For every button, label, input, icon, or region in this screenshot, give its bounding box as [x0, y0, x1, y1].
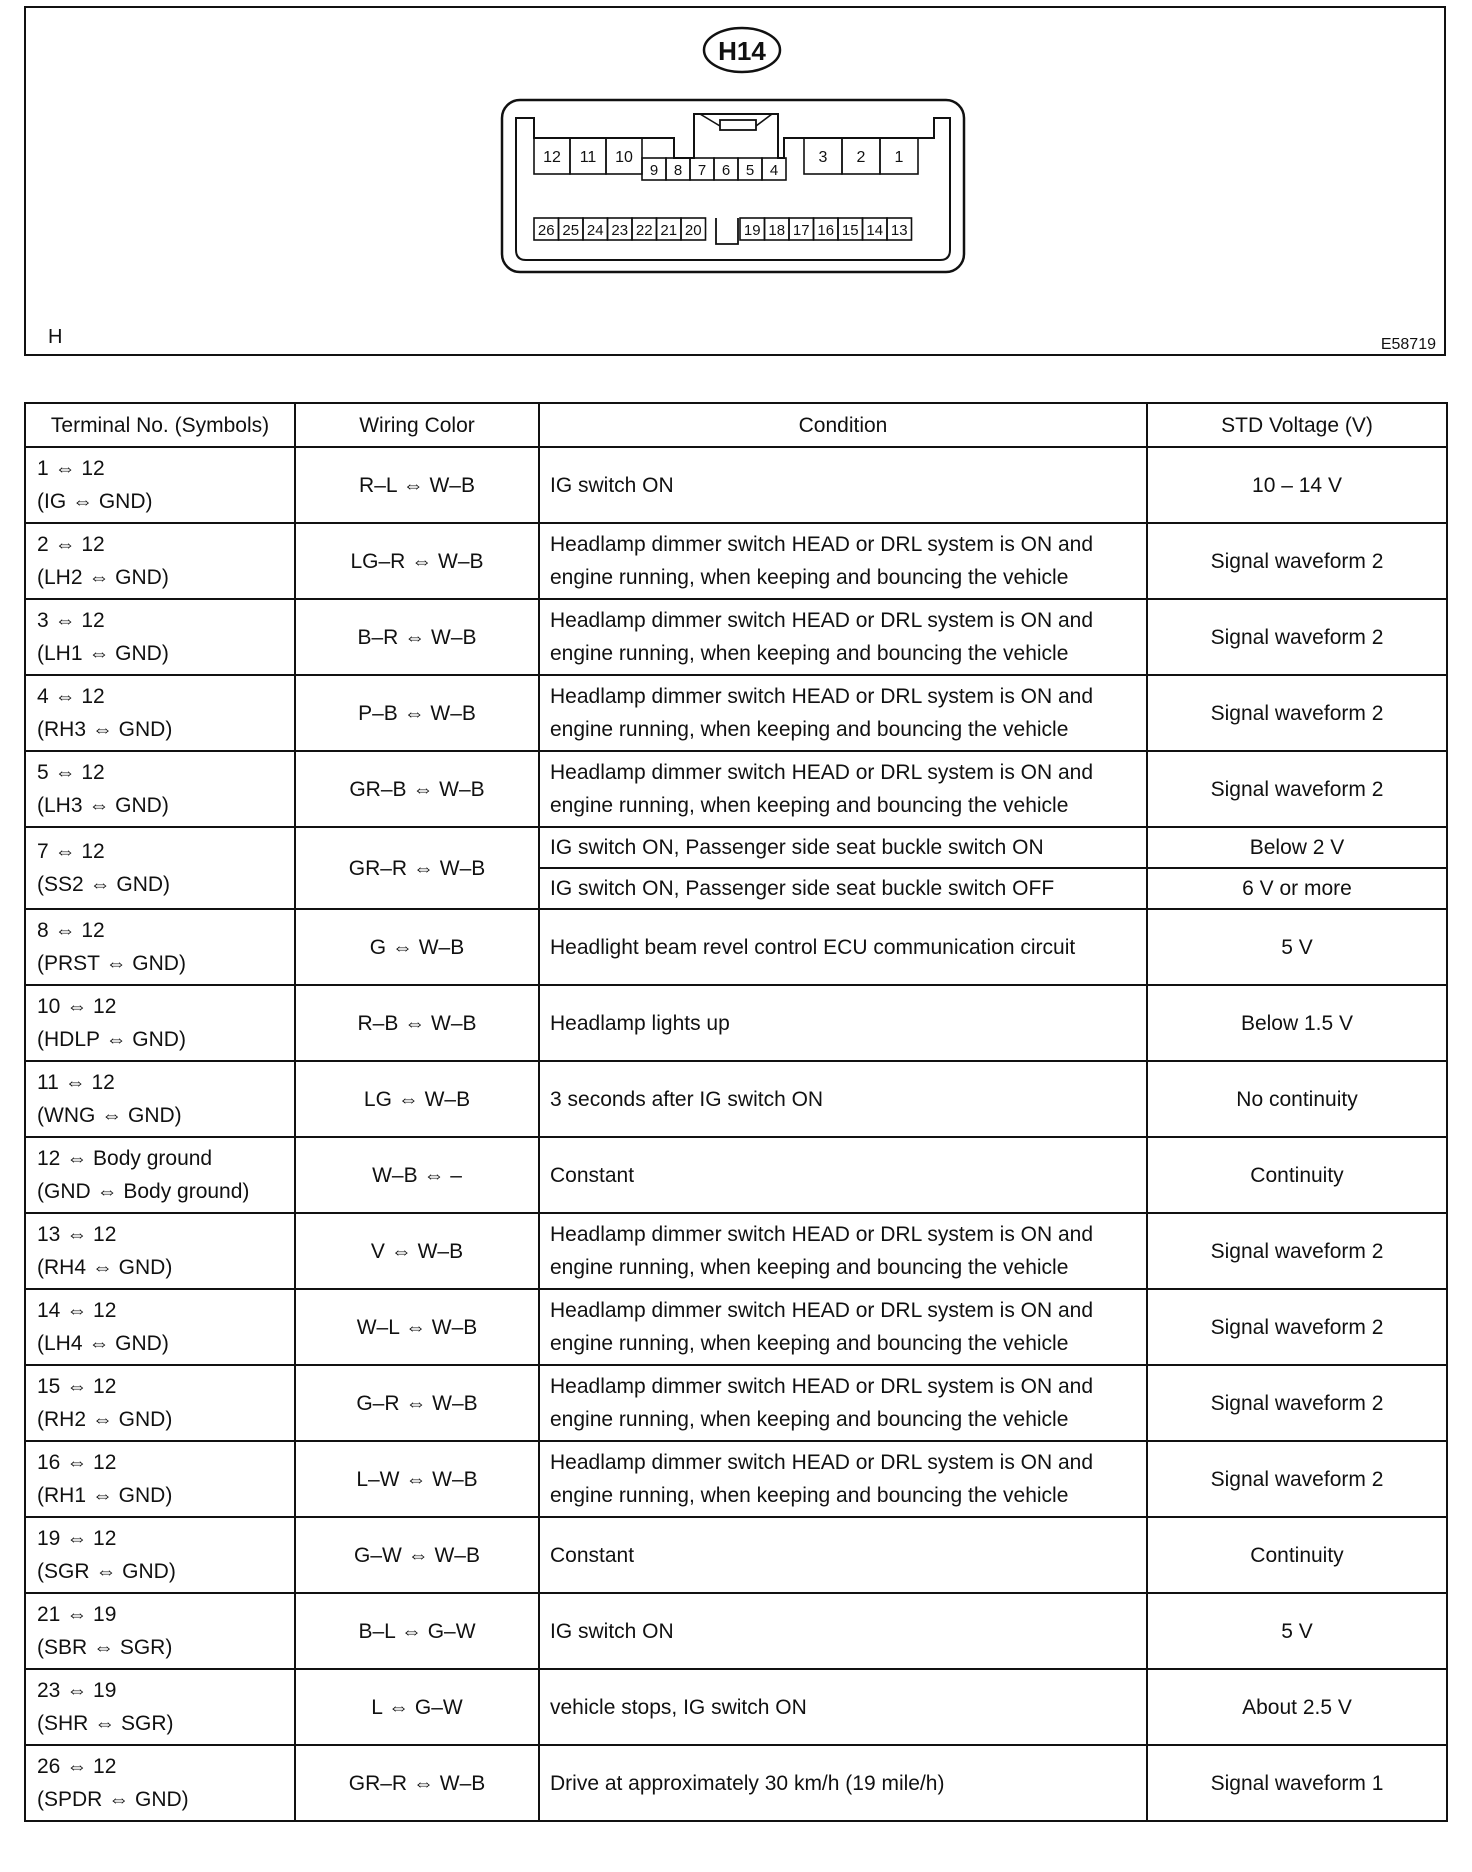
- header-condition: Condition: [539, 403, 1147, 447]
- connector-diagram: [26, 8, 1443, 353]
- pin-label-16: 16: [817, 222, 835, 239]
- terminal-symbols: (RH3 ⇔ GND): [37, 718, 173, 741]
- connector-key: [716, 218, 738, 244]
- terminal-symbols: (SGR ⇔ GND): [37, 1560, 176, 1583]
- wiring-color-cell: LG–R ⇔ W–B: [295, 523, 539, 599]
- condition-line: engine running, when keeping and bouncing the vehicle: [550, 566, 1069, 589]
- wiring-color-cell: L–W ⇔ W–B: [295, 1441, 539, 1517]
- std-voltage-cell: Continuity: [1147, 1137, 1447, 1213]
- condition-cell: [539, 523, 1147, 599]
- pin-label-18: 18: [768, 222, 786, 239]
- terminal-number: 13 ⇔ 12: [37, 1223, 117, 1246]
- condition-cell: [539, 1137, 1147, 1213]
- terminal-number: 3 ⇔ 12: [37, 609, 105, 632]
- connector-label: H14: [718, 36, 766, 66]
- wiring-color-cell: P–B ⇔ W–B: [295, 675, 539, 751]
- corner-label: H: [48, 326, 63, 348]
- std-voltage-cell: Below 1.5 V: [1147, 985, 1447, 1061]
- terminal-number: 26 ⇔ 12: [37, 1755, 117, 1778]
- pin-label-10: 10: [615, 149, 633, 166]
- std-voltage-cell: Signal waveform 2: [1147, 1213, 1447, 1289]
- pins-bottom: [534, 218, 912, 240]
- std-voltage-cell: Signal waveform 2: [1147, 751, 1447, 827]
- terminal-symbols: (RH2 ⇔ GND): [37, 1408, 173, 1431]
- std-voltage-cell: No continuity: [1147, 1061, 1447, 1137]
- terminal-cell: [25, 827, 295, 909]
- wiring-color-cell: W–L ⇔ W–B: [295, 1289, 539, 1365]
- terminal-number: 11 ⇔ 12: [37, 1071, 115, 1094]
- condition-line: engine running, when keeping and bouncing the vehicle: [550, 1408, 1069, 1431]
- terminal-cell: [25, 675, 295, 751]
- condition-cell: [539, 1441, 1147, 1517]
- std-voltage-cell: 10 – 14 V: [1147, 447, 1447, 523]
- wiring-color-cell: W–B ⇔ –: [295, 1137, 539, 1213]
- pins-top: [534, 138, 918, 180]
- table-row: [25, 1745, 1447, 1821]
- terminal-number: 2 ⇔ 12: [37, 533, 105, 556]
- terminal-symbols: (SHR ⇔ SGR): [37, 1712, 174, 1735]
- std-voltage-cell: Signal waveform 2: [1147, 523, 1447, 599]
- table-row: [25, 827, 1447, 868]
- table-row: [25, 599, 1447, 675]
- terminal-cell: [25, 523, 295, 599]
- condition-line: Headlamp dimmer switch HEAD or DRL system is ON and: [550, 685, 1094, 708]
- connector-inner-outline: [516, 114, 950, 260]
- terminal-symbols: (LH3 ⇔ GND): [37, 794, 169, 817]
- std-voltage-cell: About 2.5 V: [1147, 1669, 1447, 1745]
- terminal-number: 8 ⇔ 12: [37, 919, 105, 942]
- pin-label-6: 6: [721, 162, 731, 179]
- wiring-color-cell: GR–B ⇔ W–B: [295, 751, 539, 827]
- pin-label-15: 15: [841, 222, 859, 239]
- wiring-color-cell: GR–R ⇔ W–B: [295, 1745, 539, 1821]
- wiring-color-cell: R–L ⇔ W–B: [295, 447, 539, 523]
- terminal-cell: [25, 447, 295, 523]
- terminal-cell: [25, 1365, 295, 1441]
- terminal-cell: [25, 751, 295, 827]
- condition-cell: [539, 1289, 1147, 1365]
- std-voltage-cell: Continuity: [1147, 1517, 1447, 1593]
- pin-label-4: 4: [769, 162, 779, 179]
- table-row: [25, 1061, 1447, 1137]
- table-row: [25, 1137, 1447, 1213]
- table-row: [25, 1517, 1447, 1593]
- pin-label-26: 26: [537, 222, 555, 239]
- std-voltage-cell: 5 V: [1147, 909, 1447, 985]
- condition-cell: [539, 1213, 1147, 1289]
- terminal-number: 5 ⇔ 12: [37, 761, 105, 784]
- condition-cell: IG switch ON, Passenger side seat buckle switch OFF: [539, 868, 1147, 909]
- condition-cell: IG switch ON, Passenger side seat buckle switch ON: [539, 827, 1147, 868]
- wiring-color-cell: V ⇔ W–B: [295, 1213, 539, 1289]
- pin-label-9: 9: [649, 162, 659, 179]
- terminal-symbols: (PRST ⇔ GND): [37, 952, 186, 975]
- wiring-color-cell: B–L ⇔ G–W: [295, 1593, 539, 1669]
- terminal-number: 4 ⇔ 12: [37, 685, 105, 708]
- table-row: [25, 985, 1447, 1061]
- condition-line: Constant: [550, 1163, 635, 1187]
- pin-label-12: 12: [543, 149, 561, 166]
- pin-label-19: 19: [743, 222, 761, 239]
- std-voltage-cell: Below 2 V: [1147, 827, 1447, 868]
- table-row: [25, 1289, 1447, 1365]
- table-body: [25, 447, 1447, 1821]
- condition-line: engine running, when keeping and bouncing the vehicle: [550, 1256, 1069, 1279]
- condition-cell: [539, 1745, 1147, 1821]
- terminal-symbols: (LH4 ⇔ GND): [37, 1332, 169, 1355]
- terminal-symbols: (LH2 ⇔ GND): [37, 566, 169, 589]
- terminal-cell: [25, 985, 295, 1061]
- condition-line: Headlamp dimmer switch HEAD or DRL system is ON and: [550, 1299, 1094, 1322]
- terminal-number: 15 ⇔ 12: [37, 1375, 117, 1398]
- wiring-color-cell: G–W ⇔ W–B: [295, 1517, 539, 1593]
- condition-line: IG switch ON: [550, 473, 674, 497]
- pin-label-23: 23: [611, 222, 629, 239]
- terminal-symbols: (GND ⇔ Body ground): [37, 1180, 250, 1203]
- table-row: [25, 1365, 1447, 1441]
- condition-cell: [539, 599, 1147, 675]
- figure-code: E58719: [1380, 336, 1436, 353]
- wiring-color-cell: GR–R ⇔ W–B: [295, 827, 539, 909]
- pin-label-7: 7: [697, 162, 707, 179]
- std-voltage-cell: Signal waveform 2: [1147, 599, 1447, 675]
- table-row: [25, 1213, 1447, 1289]
- connector-figure: [24, 6, 1446, 356]
- pin-label-8: 8: [673, 162, 683, 179]
- terminal-symbols: (RH4 ⇔ GND): [37, 1256, 173, 1279]
- terminal-symbols: (RH1 ⇔ GND): [37, 1484, 173, 1507]
- condition-line: Headlamp dimmer switch HEAD or DRL system is ON and: [550, 1451, 1094, 1474]
- terminal-cell: [25, 599, 295, 675]
- std-voltage-cell: Signal waveform 2: [1147, 1441, 1447, 1517]
- condition-line: Drive at approximately 30 km/h (19 mile/h): [550, 1771, 945, 1795]
- header-terminal: Terminal No. (Symbols): [25, 403, 295, 447]
- condition-cell: [539, 1593, 1147, 1669]
- pin-label-11: 11: [579, 149, 597, 166]
- terminal-cell: [25, 1289, 295, 1365]
- terminal-cell: [25, 909, 295, 985]
- pin-label-24: 24: [586, 222, 604, 239]
- terminal-symbols: (IG ⇔ GND): [37, 490, 153, 513]
- table-row: [25, 1593, 1447, 1669]
- terminal-symbols: (SBR ⇔ SGR): [37, 1636, 173, 1659]
- terminal-number: 23 ⇔ 19: [37, 1679, 117, 1702]
- condition-cell: [539, 909, 1147, 985]
- table-row: [25, 523, 1447, 599]
- condition-line: Headlamp dimmer switch HEAD or DRL system is ON and: [550, 1375, 1094, 1398]
- condition-line: Headlamp dimmer switch HEAD or DRL system is ON and: [550, 761, 1094, 784]
- terminal-table: [24, 402, 1448, 1822]
- table-header-row: [25, 403, 1447, 447]
- wiring-color-cell: G–R ⇔ W–B: [295, 1365, 539, 1441]
- condition-line: 3 seconds after IG switch ON: [550, 1087, 824, 1111]
- table-row: [25, 1441, 1447, 1517]
- terminal-cell: [25, 1441, 295, 1517]
- pin-label-17: 17: [792, 222, 810, 239]
- connector-latch: [720, 120, 756, 130]
- terminal-symbols: (HDLP ⇔ GND): [37, 1028, 186, 1051]
- std-voltage-cell: Signal waveform 2: [1147, 1289, 1447, 1365]
- condition-cell: [539, 1669, 1147, 1745]
- terminal-cell: [25, 1137, 295, 1213]
- pin-label-2: 2: [856, 149, 866, 166]
- terminal-number: 14 ⇔ 12: [37, 1299, 117, 1322]
- terminal-number: 7 ⇔ 12: [37, 840, 105, 863]
- std-voltage-cell: Signal waveform 2: [1147, 675, 1447, 751]
- std-voltage-cell: 5 V: [1147, 1593, 1447, 1669]
- wiring-color-cell: LG ⇔ W–B: [295, 1061, 539, 1137]
- terminal-symbols: (LH1 ⇔ GND): [37, 642, 169, 665]
- condition-line: engine running, when keeping and bouncing the vehicle: [550, 718, 1069, 741]
- condition-line: Headlamp lights up: [550, 1011, 730, 1035]
- condition-line: engine running, when keeping and bouncing the vehicle: [550, 794, 1069, 817]
- condition-line: IG switch ON: [550, 1619, 674, 1643]
- condition-line: Headlamp dimmer switch HEAD or DRL system is ON and: [550, 1223, 1094, 1246]
- terminal-symbols: (SS2 ⇔ GND): [37, 873, 171, 896]
- table-row: [25, 1669, 1447, 1745]
- condition-cell: [539, 1061, 1147, 1137]
- condition-line: engine running, when keeping and bouncing the vehicle: [550, 1484, 1069, 1507]
- terminal-cell: [25, 1593, 295, 1669]
- terminal-cell: [25, 1517, 295, 1593]
- terminal-number: 19 ⇔ 12: [37, 1527, 117, 1550]
- header-std-voltage: STD Voltage (V): [1147, 403, 1447, 447]
- pin-label-22: 22: [635, 222, 653, 239]
- terminal-number: 12 ⇔ Body ground: [37, 1147, 213, 1170]
- condition-cell: [539, 985, 1147, 1061]
- condition-cell: [539, 675, 1147, 751]
- terminal-symbols: (SPDR ⇔ GND): [37, 1788, 189, 1811]
- terminal-number: 21 ⇔ 19: [37, 1603, 117, 1626]
- pin-label-13: 13: [890, 222, 908, 239]
- std-voltage-cell: Signal waveform 2: [1147, 1365, 1447, 1441]
- condition-cell: [539, 447, 1147, 523]
- connector-housing: [502, 100, 964, 272]
- condition-line: Constant: [550, 1543, 635, 1567]
- wiring-color-cell: G ⇔ W–B: [295, 909, 539, 985]
- terminal-cell: [25, 1745, 295, 1821]
- pin-label-1: 1: [894, 149, 904, 166]
- condition-line: Headlamp dimmer switch HEAD or DRL system is ON and: [550, 533, 1094, 556]
- terminal-cell: [25, 1213, 295, 1289]
- terminal-number: 1 ⇔ 12: [37, 457, 105, 480]
- terminal-number: 16 ⇔ 12: [37, 1451, 117, 1474]
- terminal-symbols: (WNG ⇔ GND): [37, 1104, 182, 1127]
- table-row: [25, 909, 1447, 985]
- pin-label-20: 20: [684, 222, 702, 239]
- condition-cell: [539, 1365, 1147, 1441]
- condition-line: engine running, when keeping and bouncing the vehicle: [550, 1332, 1069, 1355]
- terminal-number: 10 ⇔ 12: [37, 995, 117, 1018]
- pin-label-3: 3: [818, 149, 828, 166]
- table-row: [25, 447, 1447, 523]
- table-row: [25, 675, 1447, 751]
- pin-label-21: 21: [660, 222, 678, 239]
- table-row: [25, 751, 1447, 827]
- condition-cell: [539, 1517, 1147, 1593]
- pin-label-25: 25: [562, 222, 580, 239]
- wiring-color-cell: R–B ⇔ W–B: [295, 985, 539, 1061]
- wiring-color-cell: B–R ⇔ W–B: [295, 599, 539, 675]
- pin-label-5: 5: [745, 162, 755, 179]
- terminal-cell: [25, 1669, 295, 1745]
- terminal-cell: [25, 1061, 295, 1137]
- condition-cell: [539, 751, 1147, 827]
- condition-line: vehicle stops, IG switch ON: [550, 1695, 807, 1719]
- condition-line: Headlight beam revel control ECU communication circuit: [550, 935, 1076, 959]
- std-voltage-cell: Signal waveform 1: [1147, 1745, 1447, 1821]
- condition-line: engine running, when keeping and bouncing the vehicle: [550, 642, 1069, 665]
- pin-label-14: 14: [866, 222, 884, 239]
- std-voltage-cell: 6 V or more: [1147, 868, 1447, 909]
- header-wiring-color: Wiring Color: [295, 403, 539, 447]
- condition-line: Headlamp dimmer switch HEAD or DRL system is ON and: [550, 609, 1094, 632]
- wiring-color-cell: L ⇔ G–W: [295, 1669, 539, 1745]
